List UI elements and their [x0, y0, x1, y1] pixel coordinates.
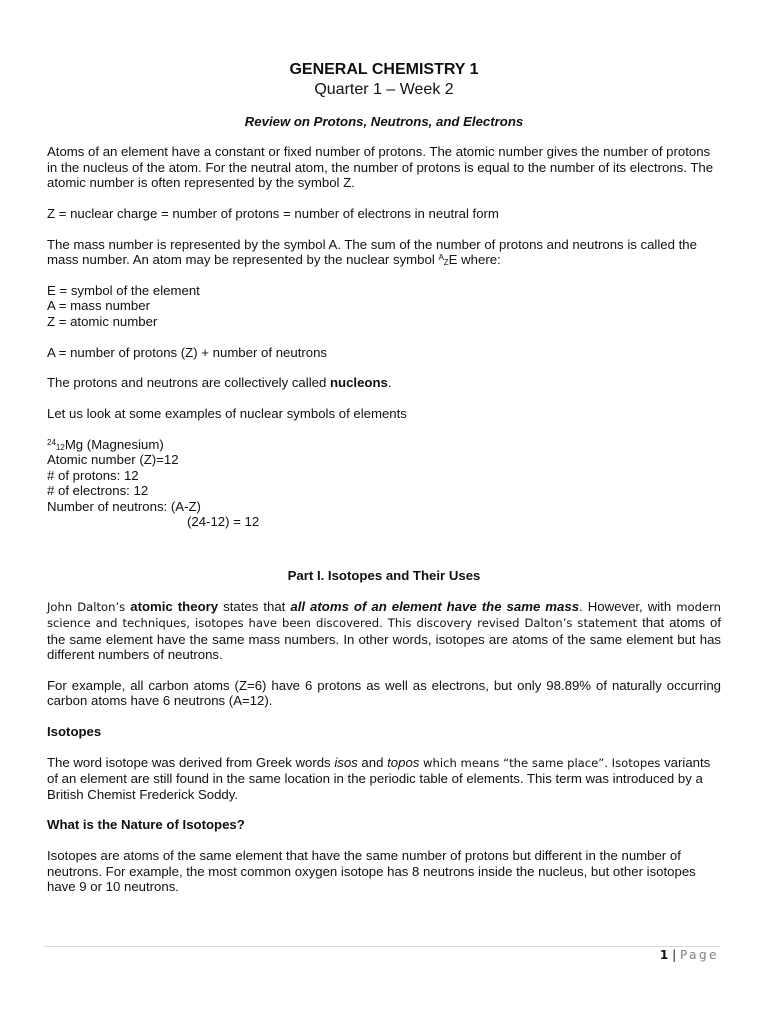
list-item: # of protons: 12	[47, 467, 139, 483]
document-title: GENERAL CHEMISTRY 1	[289, 61, 479, 78]
footer-divider	[44, 946, 720, 947]
neutron-calculation: (24-12) = 12	[187, 514, 260, 530]
magnesium-example	[47, 437, 721, 529]
page-footer: 1 | Page	[659, 948, 719, 962]
nature-heading: What is the Nature of Isotopes?	[47, 817, 245, 833]
nuclear-symbol: $^A_Z$E	[438, 252, 458, 268]
example-symbol: $^{24}_{12}$Mg (Magnesium)	[47, 437, 164, 453]
list-item: Z = atomic number	[47, 313, 158, 329]
list-item: A = mass number	[47, 298, 150, 314]
review-heading: Review on Protons, Neutrons, and Electrons	[244, 114, 524, 129]
page-label: Page	[679, 948, 719, 962]
list-item: E = symbol of the element	[47, 283, 200, 299]
page-number: 1	[659, 948, 669, 962]
word-origin-paragraph: The word isotope was derived from Greek words isos and topos which means “the same place”. Isotopes variants of an element are still found in the same location in the periodic table of elements. This term was introduced by a British Chemist Frederick Soddy.	[47, 754, 711, 802]
dalton-paragraph: John Dalton’s atomic theory states that all atoms of an element have the same mass. However, with modern science and techniques, isotopes have been discovered. This discovery revised Dalton’s statement that atoms of the same element have the same mass numbers. In other words, isotopes are atoms of the same element but has different numbers of neutrons.	[47, 598, 721, 663]
carbon-paragraph: For example, all carbon atoms (Z=6) have 6 protons as well as electrons, but only 98.89% of naturally occurring carbon atoms have 6 neutrons (A=12).	[47, 677, 721, 709]
z-equation: Z = nuclear charge = number of protons = number of electrons in neutral form	[47, 206, 499, 222]
list-item: Number of neutrons: (A-Z)	[47, 498, 201, 514]
part1-heading: Part I. Isotopes and Their Uses	[287, 568, 481, 584]
a-equation: A = number of protons (Z) + number of neutrons	[47, 344, 328, 360]
definitions-list	[47, 283, 721, 329]
mass-number-paragraph: The mass number is represented by the symbol A. The sum of the number of protons and neutrons is called the mass number. An atom may be represented by the nuclear symbol $^A_Z$E where:	[47, 236, 697, 268]
list-item: Atomic number (Z)=12	[47, 452, 179, 468]
nature-paragraph: Isotopes are atoms of the same element that have the same number of protons but different in the number of neutrons. For example, the most common oxygen isotope has 8 neutrons inside the nucleus, but other isotopes have 9 or 10 neutrons.	[47, 848, 696, 895]
intro-paragraph: Atoms of an element have a constant or fixed number of protons. The atomic number gives the number of protons in the nucleus of the atom. For the neutral atom, the number of protons is equal to the number of its electrons. The atomic number is often represented by the symbol Z.	[47, 144, 714, 191]
isotopes-heading: Isotopes	[47, 724, 102, 740]
nucleons-paragraph: The protons and neutrons are collectively called nucleons.	[47, 375, 392, 391]
examples-intro: Let us look at some examples of nuclear symbols of elements	[47, 406, 407, 422]
document-page	[47, 60, 721, 910]
document-subtitle: Quarter 1 – Week 2	[314, 81, 454, 98]
list-item: # of electrons: 12	[47, 483, 149, 499]
